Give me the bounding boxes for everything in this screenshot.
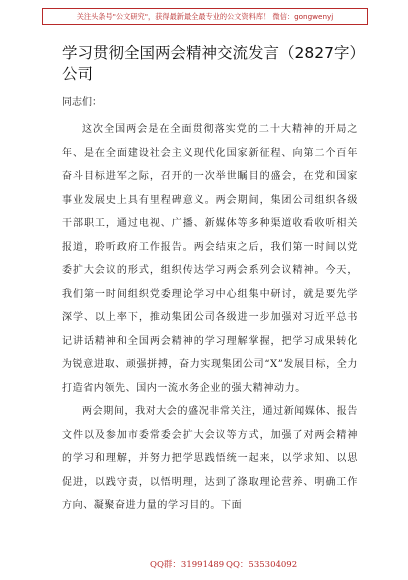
document-title: 学习贯彻全国两会精神交流发言（2827字）公司 [62,44,358,83]
promo-banner [42,8,368,25]
promo-banner-text: 关注头条号"公文研究"，获得最新最全最专业的公文资料库！ 微信：gongwenyj [76,12,334,21]
paragraph-2: 两会期间，我对大会的盛况非常关注，通过新闻媒体、报告文件以及参加市委常委会扩大会议等方式，加强了对两会精神的学习和理解，并努力把学思践悟统一起来，以学求知、以思促进，以践守责，以悟明理，达到了涤取理论营养、明确工作方向、凝聚奋进力量的学习目的。下面 [62,406,358,511]
paragraph-1: 这次全国两会是在全面贯彻落实党的二十大精神的开局之年、是在全面建设社会主义现代化国家新征程、向第二个百年奋斗目标进军之际，召开的一次举世瞩目的盛会，在党和国家事业发展史上具有里程碑意义。两会期间，集团公司组织各级干部职工，通过电视、广播、新媒体等多种渠道收看收听相关报道，聆听政府工作报告。两会结束之后，我们第一时间以党委扩大会议的形式，组织传达学习两会系列会议精神。今天，我们第一时间组织党委理论学习中心组集中研讨，就是要先学深学、以上率下，推动集团公司各级进一步加强对习近平总书记讲话精神和全国两会精神的学习理解掌握，把学习成果转化为锐意进取、顽强拼搏，奋力实现集团公司“X”发展目标，全力打造省内领先、国内一流水务企业的强大精神动力。 [62,124,358,394]
document-body [62,118,358,518]
qq-group-number: QQ群：31991489 [150,560,225,570]
salutation: 同志们： [62,97,102,108]
footer-contact [0,557,408,573]
qq-number: QQ：535304092 [226,560,298,570]
